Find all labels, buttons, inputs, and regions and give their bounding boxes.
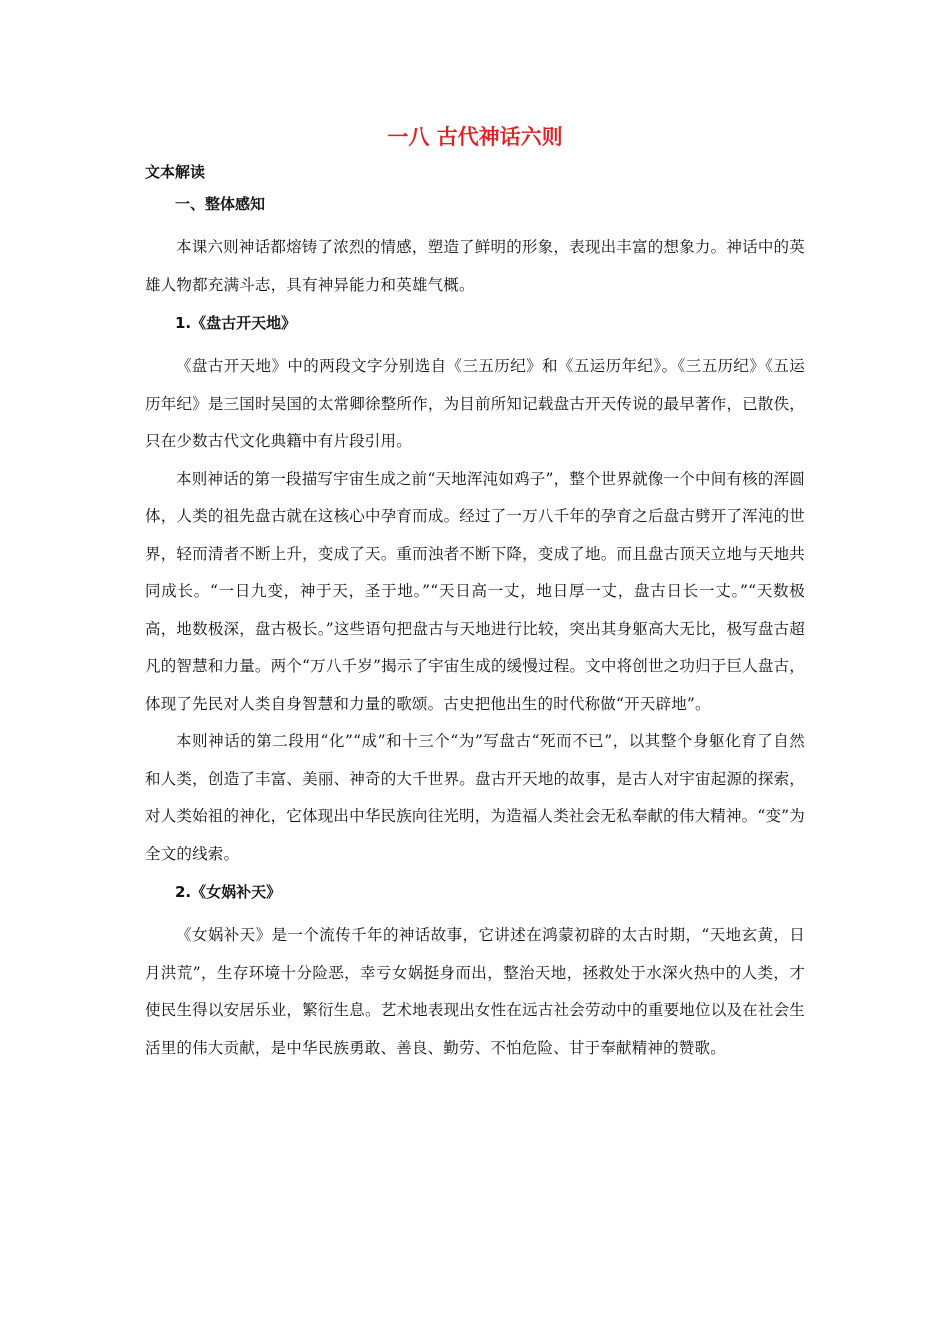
page-title: 一八 古代神话六则 <box>387 125 563 149</box>
myth2-heading: 2.《女娲补天》 <box>175 883 282 901</box>
myth2-paragraph-1: 《女娲补天》是一个流传千年的神话故事，它讲述在鸿蒙初辟的太古时期，“天地玄黄，日月洪荒”，生存环境十分险恶，幸亏女娲挺身而出，整治天地，拯救处于水深火热中的人类，才使民生得以安居乐业，繁衍生息。艺术地表现出女性在远古社会劳动中的重要地位以及在社会生活里的伟大贡献，是中华民族勇敢、善良、勤劳、不怕危险、甘于奉献精神的赞歌。 <box>145 926 805 1057</box>
myth1-paragraph-1: 《盘古开天地》中的两段文字分别选自《三五历纪》和《五运历年纪》。《三五历纪》《五运历年纪》是三国时吴国的太常卿徐整所作，为目前所知记载盘古开天传说的最早著作，已散佚，只在少数古代文化典籍中有片段引用。 <box>145 357 805 450</box>
myth1-paragraph-3: 本则神话的第二段用“化”“成”和十三个“为”写盘古“死而不已”，以其整个身躯化育了自然和人类，创造了丰富、美丽、神奇的大千世界。盘古开天地的故事，是古人对宇宙起源的探索，对人类始祖的神化，它体现出中华民族向往光明，为造福人类社会无私奉献的伟大精神。“变”为全文的线索。 <box>145 732 805 863</box>
myth1-heading: 1.《盘古开天地》 <box>175 314 297 332</box>
part1-intro-paragraph: 本课六则神话都熔铸了浓烈的情感，塑造了鲜明的形象，表现出丰富的想象力。神话中的英雄人物都充满斗志，具有神异能力和英雄气概。 <box>145 238 805 294</box>
section-label: 文本解读 <box>145 163 206 181</box>
document-body <box>145 193 805 1067</box>
myth1-paragraph-2: 本则神话的第一段描写宇宙生成之前“天地浑沌如鸡子”，整个世界就像一个中间有核的浑圆体，人类的祖先盘古就在这核心中孕育而成。经过了一万八千年的孕育之后盘古劈开了浑沌的世界，轻而清者不断上升，变成了天。重而浊者不断下降，变成了地。而且盘古顶天立地与天地共同成长。“一日九变，神于天，圣于地。”“天日高一丈，地日厚一丈，盘古日长一丈。”“天数极高，地数极深，盘古极长。”这些语句把盘古与天地进行比较，突出其身躯高大无比，极写盘古超凡的智慧和力量。两个“万八千岁”揭示了宇宙生成的缓慢过程。文中将创世之功归于巨人盘古，体现了先民对人类自身智慧和力量的歌颂。古史把他出生的时代称做“开天辟地”。 <box>145 469 805 713</box>
part1-heading: 一、整体感知 <box>175 195 266 213</box>
